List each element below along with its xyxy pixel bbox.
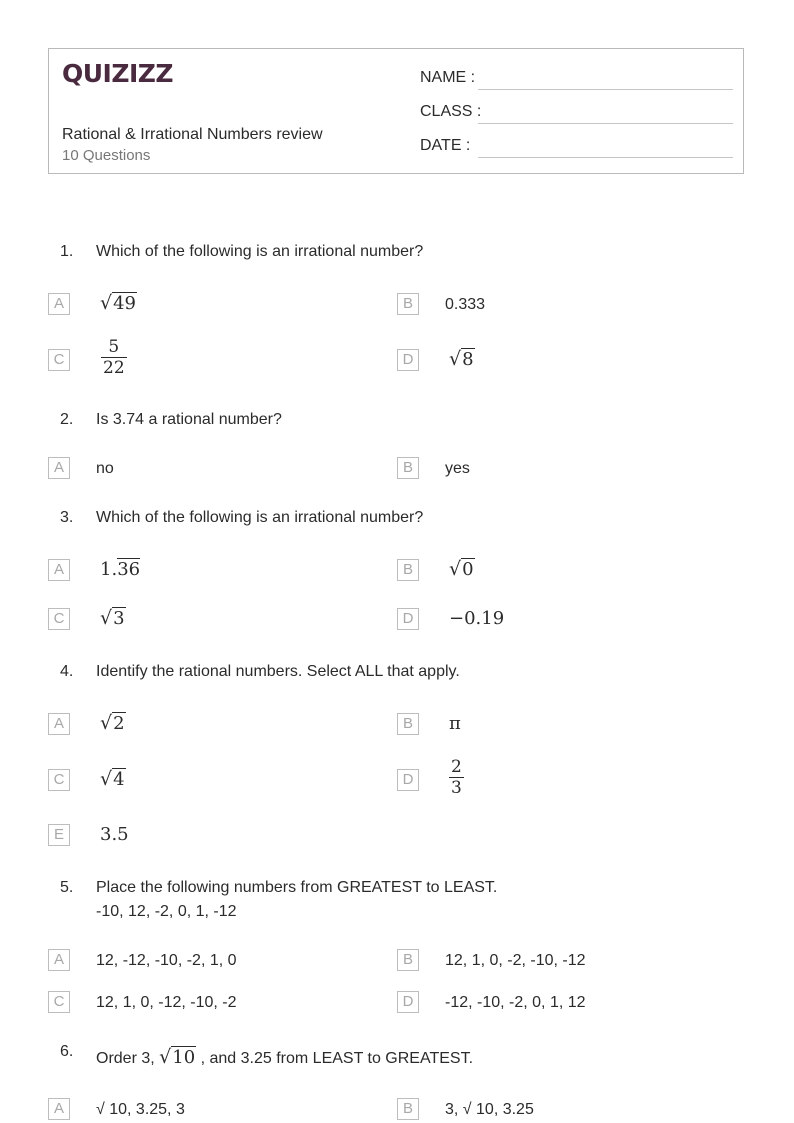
option-letter-c[interactable]: C [48,769,70,791]
option-e-answer: 3.5 [100,824,129,845]
option-letter-d[interactable]: D [397,349,419,371]
option-letter-c[interactable]: C [48,349,70,371]
class-label: CLASS : [420,103,482,120]
question-number: 6. [60,1043,74,1060]
date-label: DATE : [420,137,471,154]
option-letter-b[interactable]: B [397,949,419,971]
option-a-answer [100,559,140,580]
option-letter-b[interactable]: B [397,1098,419,1120]
option-c-answer [101,337,127,378]
option-a-answer: √ 10, 3.25, 3 [96,1101,185,1118]
numerator: 2 [451,757,462,777]
quizizz-logo: QUIZIZZ [62,59,174,88]
option-a-answer: √49 [100,292,137,314]
option-letter-a[interactable]: A [48,293,70,315]
option-d-answer: √8 [449,348,474,370]
question-text: Which of the following is an irrational number? [96,509,424,526]
option-letter-b[interactable]: B [397,457,419,479]
option-c-answer: √3 [100,607,125,629]
worksheet-title: Rational & Irrational Numbers review [62,126,323,143]
radicand: 0 [462,559,474,580]
question-text: Order 3, √10 , and 3.25 from LEAST to GREATEST. [96,1046,474,1068]
option-letter-a[interactable]: A [48,713,70,735]
option-c-answer: 12, 1, 0, -12, -10, -2 [96,994,237,1011]
numerator: 5 [108,337,120,357]
option-letter-c[interactable]: C [48,991,70,1013]
question-text-end: , and 3.25 from LEAST to GREATEST. [200,1050,474,1067]
date-field[interactable] [478,157,733,158]
option-b-answer: π [449,713,461,734]
name-label: NAME : [420,69,476,86]
option-letter-d[interactable]: D [397,608,419,630]
option-b-answer: 3, √ 10, 3.25 [445,1101,534,1118]
option-letter-a[interactable]: A [48,949,70,971]
option-d-answer: −0.19 [449,608,505,629]
option-letter-a[interactable]: A [48,1098,70,1120]
worksheet-header [48,48,744,174]
question-number: 1. [60,243,74,260]
question-count: 10 Questions [62,147,151,164]
radicand: 4 [113,769,125,790]
option-letter-d[interactable]: D [397,991,419,1013]
question-number: 5. [60,879,74,896]
question-text: Identify the rational numbers. Select ALL that apply. [96,663,460,680]
denominator: 3 [451,778,462,798]
radicand: 8 [462,349,474,370]
radicand: 3 [113,608,125,629]
radicand: 49 [113,293,137,314]
option-a-answer: no [96,460,114,477]
radicand: 2 [113,713,125,734]
class-field[interactable] [478,123,733,124]
option-letter-e[interactable]: E [48,824,70,846]
option-d-answer [449,757,464,798]
option-a-answer: √2 [100,712,125,734]
name-field[interactable] [478,89,733,90]
question-number: 2. [60,411,74,428]
option-d-answer: -12, -10, -2, 0, 1, 12 [445,994,586,1011]
question-text: Place the following numbers from GREATEST to LEAST. [96,879,498,896]
option-b-answer: yes [445,460,470,477]
option-letter-b[interactable]: B [397,293,419,315]
option-c-answer: √4 [100,768,125,790]
decimal-prefix: 1. [100,559,118,580]
question-text-start: Order 3, [96,1050,155,1067]
question-number: 4. [60,663,74,680]
question-number: 3. [60,509,74,526]
option-letter-d[interactable]: D [397,769,419,791]
option-letter-b[interactable]: B [397,713,419,735]
option-letter-a[interactable]: A [48,457,70,479]
radicand: 10 [172,1047,196,1068]
option-a-answer: 12, -12, -10, -2, 1, 0 [96,952,237,969]
denominator: 22 [103,358,125,378]
question-text-numbers: -10, 12, -2, 0, 1, -12 [96,903,237,920]
option-letter-a[interactable]: A [48,559,70,581]
question-text: Is 3.74 a rational number? [96,411,282,428]
option-b-answer: 12, 1, 0, -2, -10, -12 [445,952,586,969]
question-text: Which of the following is an irrational number? [96,243,424,260]
repeating-digits: 36 [117,559,141,580]
option-letter-b[interactable]: B [397,559,419,581]
option-b-answer: 0.333 [445,296,486,313]
option-letter-c[interactable]: C [48,608,70,630]
option-b-answer: √0 [449,558,474,580]
